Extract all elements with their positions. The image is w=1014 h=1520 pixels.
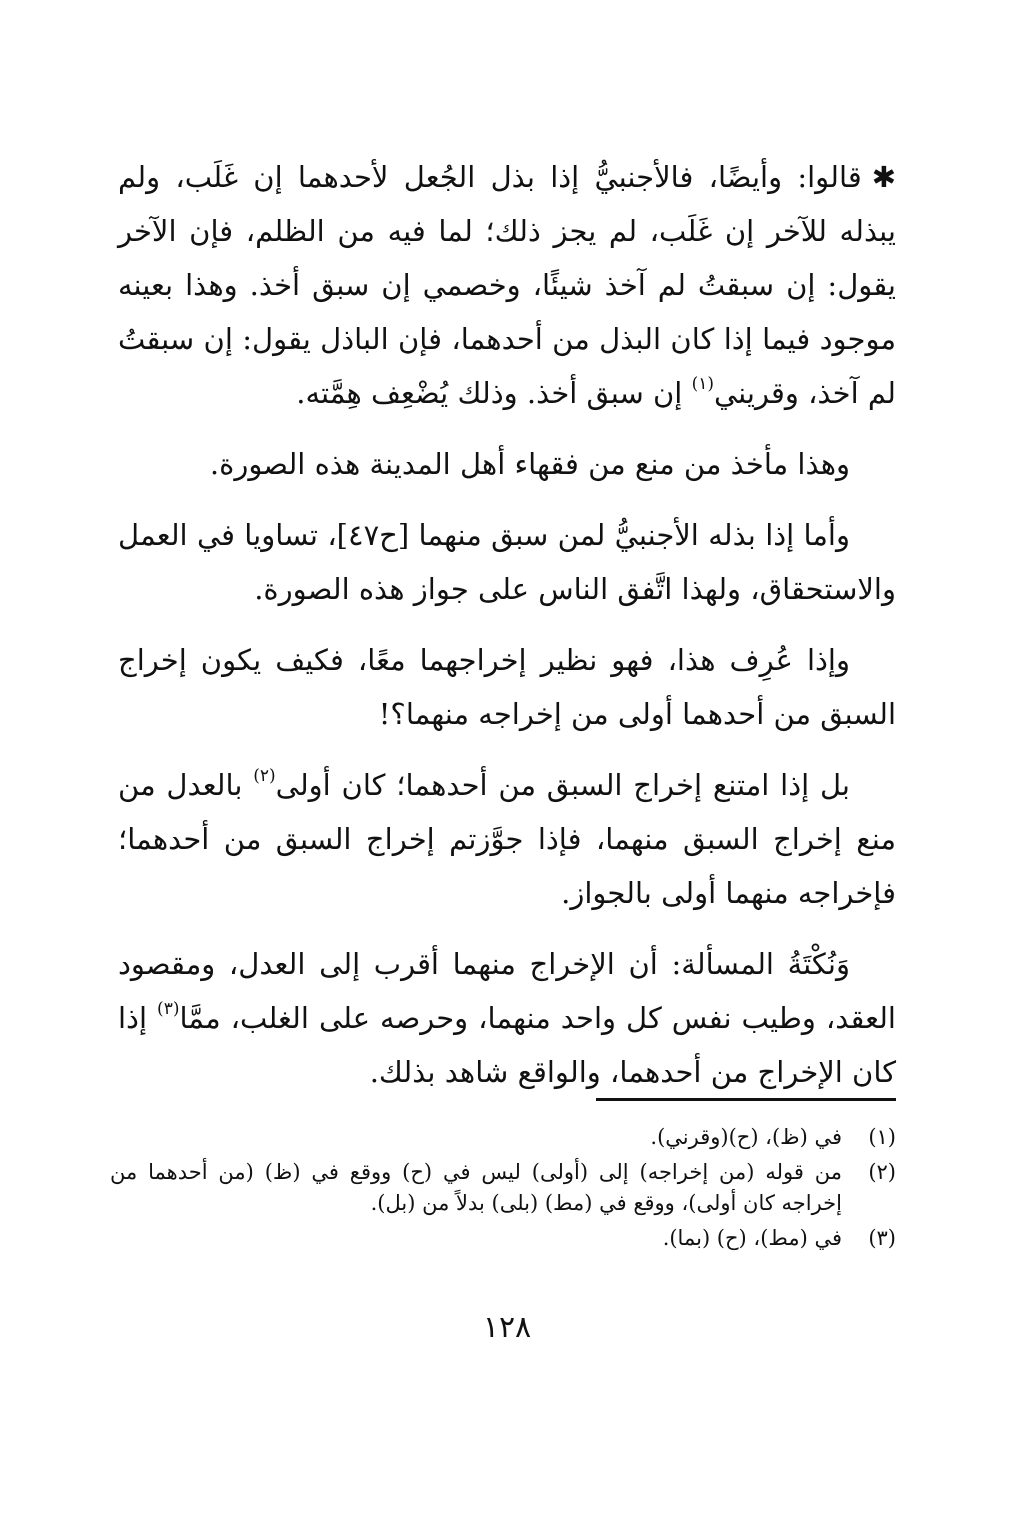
paragraph-5 — [118, 758, 896, 920]
footnote-number: (٣) — [868, 1226, 896, 1250]
footnote-text: في (ظ)، (ح)(وقرني). — [650, 1125, 842, 1149]
paragraph-1-text-a: قالوا: وأيضًا، فالأجنبيُّ إذا بذل الجُعل لأحدهما إن غَلَب، ولم يبذله للآخر إن غَلَب، لم يجز ذلك؛ لما فيه من الظلم، فإن الآخر يقول: إن سبقتُ لم آخذ شيئًا، وخصمي إن سبق أخذ. وهذا بعينه موجود فيما إذا كان البذل من أحدهما، فإن الباذل يقول: إن سبقتُ لم آخذ، وقريني — [118, 160, 896, 410]
asterisk-icon: ✱ — [871, 160, 896, 194]
page-number: ١٢٨ — [482, 1310, 532, 1345]
footnote-marker-3: (٣) — [157, 999, 180, 1019]
paragraph-5-text-b: بالعدل من منع إخراج السبق منهما، فإذا جوَّزتم إخراج السبق من أحدهما؛ فإخراجه منهما أولى بالجواز. — [118, 768, 896, 910]
paragraph-6-text-b: إذا كان الإخراج من أحدهما، والواقع شاهد بذلك. — [118, 1001, 896, 1089]
footnote-separator — [596, 1098, 896, 1101]
paragraph-6-text-a: وَنُكْتَةُ المسألة: أن الإخراج منهما أقرب إلى العدل، ومقصود العقد، وطيب نفس كل واحد منهما، وحرصه على الغلب، ممَّا — [118, 947, 896, 1035]
footnote-number: (١) — [868, 1125, 896, 1149]
footnote-2 — [110, 1157, 896, 1219]
footnote-text: في (مط)، (ح) (بما). — [662, 1226, 842, 1250]
footnote-marker-2: (٢) — [253, 766, 276, 786]
footnote-number: (٢) — [868, 1160, 896, 1184]
footnote-marker-1: (١) — [691, 374, 714, 394]
paragraph-1-text-b: إن سبق أخذ. وذلك يُضْعِف هِمَّته. — [296, 376, 692, 410]
paragraph-5-text-a: بل إذا امتنع إخراج السبق من أحدهما؛ كان أولى — [275, 768, 851, 802]
footnote-3 — [110, 1223, 896, 1254]
footnote-1 — [110, 1122, 896, 1153]
paragraph-2: وهذا مأخذ من منع من فقهاء أهل المدينة هذه الصورة. — [209, 447, 850, 481]
main-text — [118, 150, 896, 1116]
paragraph-1 — [118, 150, 896, 420]
paragraph-6 — [118, 937, 896, 1099]
footnotes — [110, 1122, 896, 1258]
paragraph-4: وإذا عُرِف هذا، فهو نظير إخراجهما معًا، فكيف يكون إخراج السبق من أحدهما أولى من إخراجه منهما؟! — [118, 643, 896, 731]
footnote-text: من قوله (من إخراجه) إلى (أولى) ليس في (ح) ووقع في (ظ) (من أحدهما من إخراجه كان أولى)، ووقع في (مط) (بلى) بدلاً من (بل). — [110, 1160, 842, 1215]
paragraph-3: وأما إذا بذله الأجنبيُّ لمن سبق منهما [ح٤٧]، تساويا في العمل والاستحقاق، ولهذا اتَّفق الناس على جواز هذه الصورة. — [118, 518, 896, 606]
